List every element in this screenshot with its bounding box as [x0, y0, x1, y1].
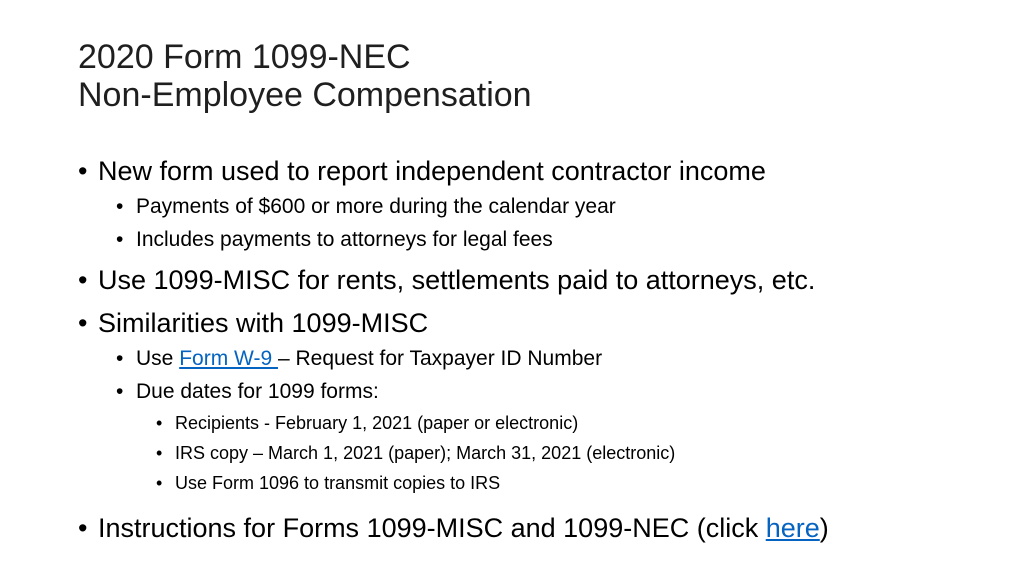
page-title: [78, 38, 532, 114]
list-item: [78, 261, 1008, 299]
list-item-text: Payments of $600 or more during the calendar year: [136, 195, 616, 218]
bullet-icon: •: [116, 195, 124, 218]
title-line-2: Non-Employee Compensation: [78, 76, 532, 114]
bullet-icon: •: [78, 513, 88, 543]
bullet-icon: •: [156, 473, 163, 493]
bullet-icon: •: [116, 228, 124, 251]
list-item-text: New form used to report independent contractor income: [98, 156, 766, 186]
list-item-text: Similarities with 1099-MISC: [98, 308, 429, 338]
form-w9-link[interactable]: Form W-9: [179, 347, 278, 370]
list-item-text-suffix: ): [819, 513, 829, 543]
list-item-text: Due dates for 1099 forms:: [136, 380, 379, 403]
bullet-icon: •: [78, 156, 88, 186]
list-item-text: Recipients - February 1, 2021 (paper or electronic): [175, 413, 579, 433]
bullet-icon: •: [156, 443, 163, 463]
title-line-1: 2020 Form 1099-NEC: [78, 38, 411, 76]
list-item-text: Includes payments to attorneys for legal fees: [136, 228, 553, 251]
bullet-icon: •: [78, 308, 88, 338]
list-item-text-suffix: – Request for Taxpayer ID Number: [277, 347, 603, 370]
list-item-text: Use Form 1096 to transmit copies to IRS: [175, 473, 501, 493]
list-item: [78, 509, 1008, 547]
bullet-icon: •: [116, 380, 124, 403]
list-item-text: Use 1099-MISC for rents, settlements paid to attorneys, etc.: [98, 265, 816, 295]
list-item: [78, 438, 1008, 468]
bullet-icon: •: [78, 265, 88, 295]
list-item: [78, 190, 1008, 223]
list-item: [78, 375, 1008, 408]
list-item: [78, 152, 1008, 190]
list-item: [78, 304, 1008, 342]
list-item: [78, 342, 1008, 375]
list-item: [78, 223, 1008, 256]
list-item-text-prefix: Use: [136, 347, 180, 370]
list-item-text: IRS copy – March 1, 2021 (paper); March 31, 2021 (electronic): [175, 443, 676, 463]
bullet-list: [78, 152, 1008, 547]
list-item-text-prefix: Instructions for Forms 1099-MISC and 1099-NEC (click: [98, 513, 766, 543]
list-item: [78, 468, 1008, 498]
bullet-icon: •: [156, 413, 163, 433]
instructions-here-link[interactable]: here: [765, 513, 820, 543]
bullet-icon: •: [116, 347, 124, 370]
list-item: [78, 408, 1008, 438]
